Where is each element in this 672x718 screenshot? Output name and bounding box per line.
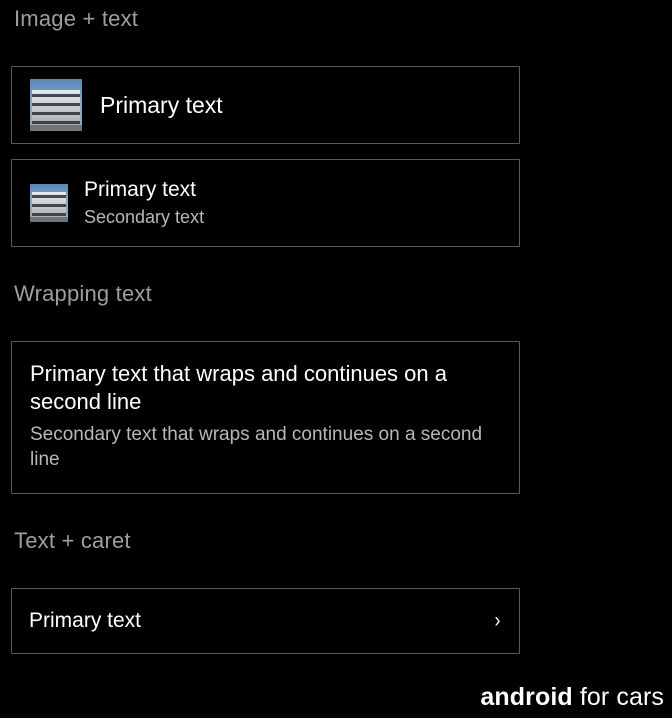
spacer: [0, 307, 672, 341]
footer-branding: [480, 683, 664, 712]
building-thumbnail-icon: [30, 79, 82, 131]
secondary-text: Secondary text that wraps and continues on a second line: [30, 424, 483, 470]
spacer: [0, 554, 672, 588]
text-stack: [84, 177, 204, 230]
section-title-wrapping-text: Wrapping text: [14, 281, 152, 306]
chevron-right-icon[interactable]: ›: [494, 609, 501, 633]
primary-text: Primary text: [29, 608, 142, 632]
list-item-text-caret[interactable]: [11, 588, 520, 654]
footer-brand-suffix: for cars: [572, 683, 664, 711]
secondary-text: Secondary text: [84, 206, 205, 227]
list-item-image-primary[interactable]: [11, 66, 520, 144]
section-title-image-text: Image + text: [14, 6, 139, 31]
primary-text: Primary text: [84, 177, 197, 201]
list-item-wrapping-text[interactable]: [11, 341, 520, 494]
section-title-text-caret: Text + caret: [14, 527, 131, 553]
spacer: [0, 32, 672, 66]
building-thumbnail-icon: [30, 184, 68, 222]
footer-brand: android: [480, 683, 573, 711]
list-item-image-primary-secondary[interactable]: [11, 159, 520, 247]
primary-text: Primary text that wraps and continues on a second line: [30, 361, 447, 415]
spacer: [0, 144, 672, 159]
spacer: [0, 494, 672, 528]
primary-text: Primary text: [100, 91, 223, 118]
spacer: [0, 247, 672, 281]
